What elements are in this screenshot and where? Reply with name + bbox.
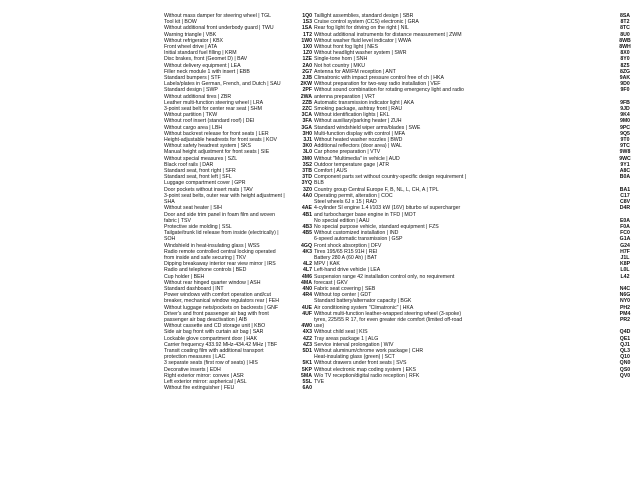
equipment-description: Without safety headrest system | SKS (164, 143, 251, 150)
equipment-description: Without washer fluid level indicator | WWA (314, 37, 412, 44)
equipment-description: Car phone preparation | VTV (314, 149, 381, 156)
equipment-code: 8ZG (619, 68, 631, 75)
equipment-description: Multi-function display with control | MFA (314, 130, 406, 137)
equipment-code: 9PC (619, 124, 631, 131)
equipment-row (164, 311, 312, 323)
equipment-code: C8V (619, 199, 631, 206)
equipment-description: Without partition | TKW (164, 112, 218, 119)
equipment-description: Without front fog light | NES (314, 44, 378, 51)
equipment-code: 9TC (620, 143, 630, 150)
equipment-description: Dipping breakaway interior rear view mirror | IRS (164, 261, 276, 268)
equipment-description: Standard design | SWP (164, 87, 218, 94)
equipment-description: Tailgate/trunk lid release from inside (electrically) | SOH (164, 230, 279, 243)
equipment-code: 9K4 (620, 112, 630, 119)
equipment-code: K8P (619, 261, 631, 268)
equipment-code: 4B3 (302, 223, 312, 230)
equipment-description: Without headlight washer system | SWR (314, 50, 407, 57)
equipment-description: Comfort | AUS (314, 168, 348, 175)
equipment-description: Side air bag front with curtain air bag | SAR (164, 329, 264, 336)
equipment-description: Standard dashboard | INT (164, 285, 224, 292)
equipment-code: 3YQ (301, 180, 312, 187)
equipment-code: QE1 (619, 335, 631, 342)
equipment-code: 8X0 (620, 50, 630, 57)
equipment-code: Q4D (619, 329, 631, 336)
equipment-description: Tires 195/65 R15 91H | REI (314, 248, 378, 255)
equipment-description: tyres, 225/55 R 17, for even greater ride comfort (limited off-road use) (314, 316, 463, 330)
equipment-description: Without delivery equipment | LEA (164, 62, 241, 69)
equipment-code: 9JD (620, 106, 630, 113)
equipment-column-3-codes (612, 13, 638, 472)
equipment-description: Without identification lights | EKL (314, 112, 390, 119)
equipment-code: N4C (619, 285, 631, 292)
equipment-code: 2G7 (302, 68, 312, 75)
equipment-code: 3CA (301, 112, 312, 119)
equipment-description: Without auxiliary/parking heater | ZUH (314, 118, 402, 125)
equipment-description: Without additional front underbody guard | TWU (164, 25, 274, 32)
equipment-row (314, 317, 467, 329)
equipment-code: 2A0 (302, 62, 312, 69)
equipment-row (164, 193, 312, 205)
equipment-code: A8C (619, 168, 631, 175)
equipment-code: 9Q5 (620, 130, 630, 137)
equipment-code: PH2 (619, 304, 631, 311)
equipment-description: Additional reflectors (door area) | WAL (314, 143, 402, 150)
equipment-description: Without additional tires | ZBR (164, 93, 232, 100)
equipment-description: Outdoor temperature gage | ATR (314, 161, 390, 168)
equipment-row (314, 205, 467, 217)
equipment-code: 1SA (301, 25, 312, 32)
equipment-description: Without top center | GDT (314, 292, 372, 299)
equipment-description: Without drawers under front seats | SVS (314, 360, 407, 367)
equipment-code: H7F (620, 248, 630, 255)
equipment-code: 5K1 (302, 360, 312, 367)
equipment-description: Left-hand drive vehicle | LEA (314, 267, 381, 274)
equipment-description: Service interval prolongation | WIV (314, 341, 394, 348)
equipment-code: 2ZC (302, 106, 312, 113)
equipment-description: Operating permit, alteration | COC (314, 192, 393, 199)
equipment-description: Cruise control system (CCS) electronic | GRA (314, 19, 419, 26)
equipment-code: 5D1 (302, 347, 312, 354)
equipment-row (164, 230, 312, 242)
equipment-code: FC0 (620, 230, 630, 237)
equipment-code: J1L (620, 254, 630, 261)
equipment-description: Black roof rails | DAR (164, 161, 214, 168)
equipment-description: Standard windshield wiper arms/blades | SWE (314, 124, 421, 131)
equipment-description: Standard seat, front right | SFR (164, 168, 236, 175)
equipment-code: 4X3 (302, 329, 312, 336)
equipment-description: Filler neck module 1 with insert | EBB (164, 68, 250, 75)
equipment-description: Without child seat | KIS (314, 329, 368, 336)
equipment-code: 2JB (302, 75, 312, 82)
equipment-description: Labels/plates in German, French, and Dutch | SAU (164, 81, 281, 88)
equipment-code: 3L0 (303, 149, 312, 156)
equipment-row (164, 249, 312, 261)
equipment-code: 1T2 (303, 31, 312, 38)
equipment-code: 4UE (301, 304, 312, 311)
equipment-code: 3Z0 (303, 186, 312, 193)
equipment-code: NY0 (619, 298, 631, 305)
equipment-code: 4M6 (301, 273, 312, 280)
equipment-description: Initial standard fuel filling | KRM (164, 50, 237, 57)
equipment-code: C17 (620, 192, 630, 199)
equipment-description: TVE (314, 378, 325, 385)
equipment-description: 3-point seat belts, outer rear with height adjustment | SHA (164, 192, 285, 206)
equipment-row (164, 385, 312, 391)
equipment-code: 4B5 (302, 230, 312, 237)
equipment-description: 3-point seat belt for center rear seat | SHM (164, 106, 262, 113)
equipment-description: Tool kit | BOW (164, 19, 197, 26)
equipment-code: 1S3 (302, 19, 312, 26)
equipment-description: Suspension range 42 installation control only, no requirement forecast | GKV (314, 273, 455, 286)
equipment-code: 8WH (619, 44, 631, 51)
equipment-description: Without roof insert (standard roof) | DEI (164, 118, 255, 125)
equipment-description: Luggage compartment cover | GPR (164, 180, 246, 187)
equipment-description: Without seat heater | SIH (164, 205, 222, 212)
equipment-code (612, 379, 638, 385)
equipment-description: Standard seat, front left | SFL (164, 174, 232, 181)
equipment-code: 3GA (301, 124, 312, 131)
equipment-description: Windshield in heat-insulating glass | WSS (164, 242, 260, 249)
equipment-code: QV0 (619, 372, 631, 379)
equipment-row (314, 87, 467, 99)
equipment-description: Without rear hinged quarter window | ASH (164, 279, 261, 286)
equipment-description: Taillight assemblies, standard design | SBR (314, 13, 414, 19)
equipment-code: 5KP (301, 366, 312, 373)
equipment-description: Without sound combination for rotating emergency light and radio antenna preparation | VRT (314, 87, 464, 100)
equipment-code: 3H0 (302, 130, 312, 137)
equipment-code: 4W0 (301, 323, 312, 330)
equipment-code: PR2 (619, 316, 631, 323)
equipment-description: Door pockets without insert mats | TAV (164, 186, 253, 193)
equipment-code: 4AE (301, 205, 312, 212)
equipment-code: 8Y0 (620, 56, 630, 63)
equipment-description: W/o TV reception/digital radio reception | RFK (314, 372, 420, 379)
equipment-code: QJ1 (620, 341, 630, 348)
equipment-description: Front shock absorption | DFV (314, 242, 382, 249)
equipment-description: Protective side molding | SSL (164, 223, 232, 230)
equipment-code: 9W8 (619, 149, 631, 156)
equipment-code: 1X0 (302, 44, 312, 51)
equipment-description: Without preparation for two-way radio installation | VEF (314, 81, 441, 88)
equipment-description: Driver's and front passenger air bag with front passenger air bag deactivation | AIB (164, 310, 269, 323)
equipment-description: Disc brakes, front (Geomet D) | BAV (164, 56, 248, 63)
equipment-description: Power windows with comfort operation and/cut breaker, mechanical window regulators rear | FEH (164, 292, 279, 305)
equipment-description: Door and side trim panel in foam film and woven fabric | TSV (164, 211, 276, 224)
equipment-description: Radio and telephone controls | BED (164, 267, 247, 274)
equipment-description: Without mass damper for steering wheel | TGL (164, 13, 272, 19)
equipment-description: Battery 280 A (60 Ah) | BAT (314, 254, 377, 261)
equipment-code: 4MA (301, 279, 312, 286)
equipment-description: Standard battery/alternator capacity | BGK (314, 298, 412, 305)
equipment-description: Smoking package, ashtray front | RAU (314, 106, 403, 113)
equipment-code: 1Q0 (302, 13, 312, 19)
equipment-description: Without cargo area | LBH (164, 124, 223, 131)
equipment-description: Without additional instruments for distance measurement | ZWM (314, 31, 462, 38)
equipment-description: MPV | KAK (314, 261, 340, 268)
equipment-code: Q10 (620, 354, 630, 361)
equipment-code: D4R (619, 205, 631, 212)
equipment-description: Automatic transmission indicator light | AKA (314, 99, 414, 106)
equipment-code: 9F0 (620, 87, 630, 94)
equipment-code: 2PF (302, 87, 312, 94)
equipment-description: Warning triangle | VBK (164, 31, 217, 38)
equipment-description: Without fire extinguisher | FEU (164, 385, 235, 392)
equipment-description: Steel wheels 6J x 15 | RAD (314, 199, 377, 206)
equipment-code: 9T0 (620, 137, 630, 144)
equipment-code: 9AK (619, 75, 631, 82)
equipment-description: Without cassette and CD storage unit | KBO (164, 323, 266, 330)
equipment-description: Antenna for AM/FM reception | ANT (314, 68, 396, 75)
equipment-row (314, 274, 467, 286)
equipment-code: 4L7 (303, 267, 312, 274)
equipment-code: 6A0 (302, 385, 312, 392)
equipment-description: Radio remote controlled central locking operated from inside and safe securing | TKV (164, 248, 276, 261)
equipment-code: 9M0 (619, 118, 631, 125)
equipment-code: PM4 (619, 310, 631, 317)
equipment-description: Carrier frequency 433.92 MHz-434.42 MHz | TBF (164, 341, 278, 348)
equipment-description: Cup holder | BEH (164, 273, 205, 280)
equipment-description: Not hot country | MKU (314, 62, 365, 69)
equipment-code: 4L2 (303, 261, 312, 268)
equipment-code: 4R4 (302, 292, 312, 299)
equipment-code: 8SA (619, 13, 631, 19)
equipment-code: QL3 (619, 347, 631, 354)
equipment-description: Without multi-function leather-wrapped steering wheel (3-spoke) (314, 310, 462, 317)
equipment-code: 3TB (302, 168, 312, 175)
equipment-description: Without special measures | SZL (164, 155, 238, 162)
equipment-code: 9WC (619, 155, 631, 162)
equipment-code: QS0 (619, 366, 631, 373)
equipment-code: 4UF (302, 310, 312, 317)
equipment-code: N6G (619, 292, 631, 299)
equipment-description: Without aluminum/chrome work package | CHR (314, 347, 424, 354)
equipment-description: Front wheel drive | ATA (164, 44, 218, 51)
equipment-code: 9FB (620, 99, 630, 106)
equipment-code: L42 (620, 273, 630, 280)
equipment-code: E0A (619, 217, 631, 224)
equipment-code: L0L (620, 267, 630, 274)
equipment-description: Right exterior mirror: convex | ASR (164, 372, 244, 379)
equipment-code: F0A (620, 223, 630, 230)
equipment-description: Single-tone horn | SNH (314, 56, 368, 63)
equipment-description: Rear fog light for driving on the right | NIL (314, 25, 409, 32)
equipment-code: 9Y1 (620, 161, 630, 168)
equipment-description: Left exterior mirror: aspherical | ASL (164, 378, 247, 385)
equipment-code: 3TD (302, 174, 312, 181)
equipment-description: Without heated washer nozzles | BWD (314, 137, 403, 144)
equipment-code: 1ZE (302, 56, 312, 63)
equipment-code: 3FA (302, 118, 312, 125)
equipment-code: G1A (619, 236, 631, 243)
equipment-code: 4A0 (302, 192, 312, 199)
equipment-code: 8Z5 (620, 62, 630, 69)
equipment-code: 3M0 (301, 155, 312, 162)
equipment-description: Without refrigerator | KBX (164, 37, 224, 44)
equipment-description: Height-adjustable headrests for front seats | KOV (164, 137, 277, 144)
equipment-description: 4-cylinder SI engine 1.4 l/103 kW (16V) biturbo w/ supercharger and turbocharger base engine in TFD | MOT (314, 205, 461, 218)
equipment-code: 4Z3 (303, 341, 312, 348)
equipment-description: Without "Multimedia" in vehicle | AUD (314, 155, 400, 162)
equipment-row (164, 292, 312, 304)
equipment-row (164, 212, 312, 224)
equipment-column-2 (314, 13, 467, 472)
equipment-description: Component parts set without country-specific design requirement | BLB (314, 174, 467, 187)
equipment-code: 1W0 (301, 37, 312, 44)
equipment-description: Heat-insulating glass (green) | SCT (314, 354, 395, 361)
equipment-description: 6-speed automatic transmission | GSP (314, 236, 403, 243)
equipment-column-1 (164, 13, 312, 472)
equipment-code: 5MA (301, 372, 312, 379)
equipment-code: G24 (620, 242, 630, 249)
equipment-code: 2ZB (302, 99, 312, 106)
equipment-code: 4B1 (302, 211, 312, 218)
equipment-description: Leather multi-function steering wheel | LRA (164, 99, 264, 106)
equipment-description: Manual height adjustment for front seats | SIE (164, 149, 270, 156)
equipment-code: QN0 (619, 360, 631, 367)
equipment-code: 4N0 (302, 285, 312, 292)
equipment-description: No special edition | AAU (314, 217, 370, 224)
equipment-description: Fabric seat covering | SEB (314, 285, 376, 292)
equipment-code: 4K3 (302, 248, 312, 255)
equipment-code: B0A (619, 174, 631, 181)
equipment-description: Transit coating film with additional transport protection measures | LAC (164, 347, 264, 361)
equipment-code: 8TC (620, 25, 630, 32)
equipment-code: 8WB (619, 37, 631, 44)
equipment-description: No special purpose vehicle, standard equipment | FZS (314, 223, 439, 230)
equipment-description: Without luggage nets/pockets on backrests | GNF (164, 304, 279, 311)
equipment-code: 2WA (300, 93, 312, 100)
equipment-code: 8T2 (620, 19, 630, 26)
equipment-code: 2KW (300, 81, 312, 88)
equipment-code: 3J1 (303, 137, 312, 144)
equipment-description: Without backrest release for front seats | LER (164, 130, 269, 137)
equipment-description: Tray areas package 1 | ALG (314, 335, 379, 342)
equipment-code: 3S2 (302, 161, 312, 168)
equipment-description: Decorative inserts | EDH (164, 366, 221, 373)
equipment-description: Without electronic map coding system | EKS (314, 366, 416, 373)
equipment-code: BA1 (619, 186, 631, 193)
equipment-description: Climatronic with impact pressure control free of ch | HKA (314, 75, 444, 82)
equipment-code: 5SL (302, 378, 312, 385)
equipment-description: Air conditioning system "Climatronic" | HKA (314, 304, 414, 311)
equipment-description: Without customized installation | IND (314, 230, 399, 237)
equipment-description: Country group Central Europe F, B, NL, L, CH, A | TPL (314, 186, 439, 193)
equipment-code: 4Z2 (303, 335, 312, 342)
equipment-description: Lockable glove compartment door | HAK (164, 335, 258, 342)
equipment-code: 3K0 (302, 143, 312, 150)
equipment-code: 9D0 (620, 81, 630, 88)
equipment-row (314, 379, 467, 385)
equipment-code: 1Z0 (303, 50, 312, 57)
equipment-code: 4GQ (301, 242, 312, 249)
equipment-code: 8U0 (620, 31, 630, 38)
equipment-row (164, 348, 312, 360)
equipment-description: Standard bumpers | STF (164, 75, 221, 82)
equipment-description: 3 separate seats (first row of seats) | HIS (164, 360, 258, 367)
equipment-row (314, 174, 467, 186)
